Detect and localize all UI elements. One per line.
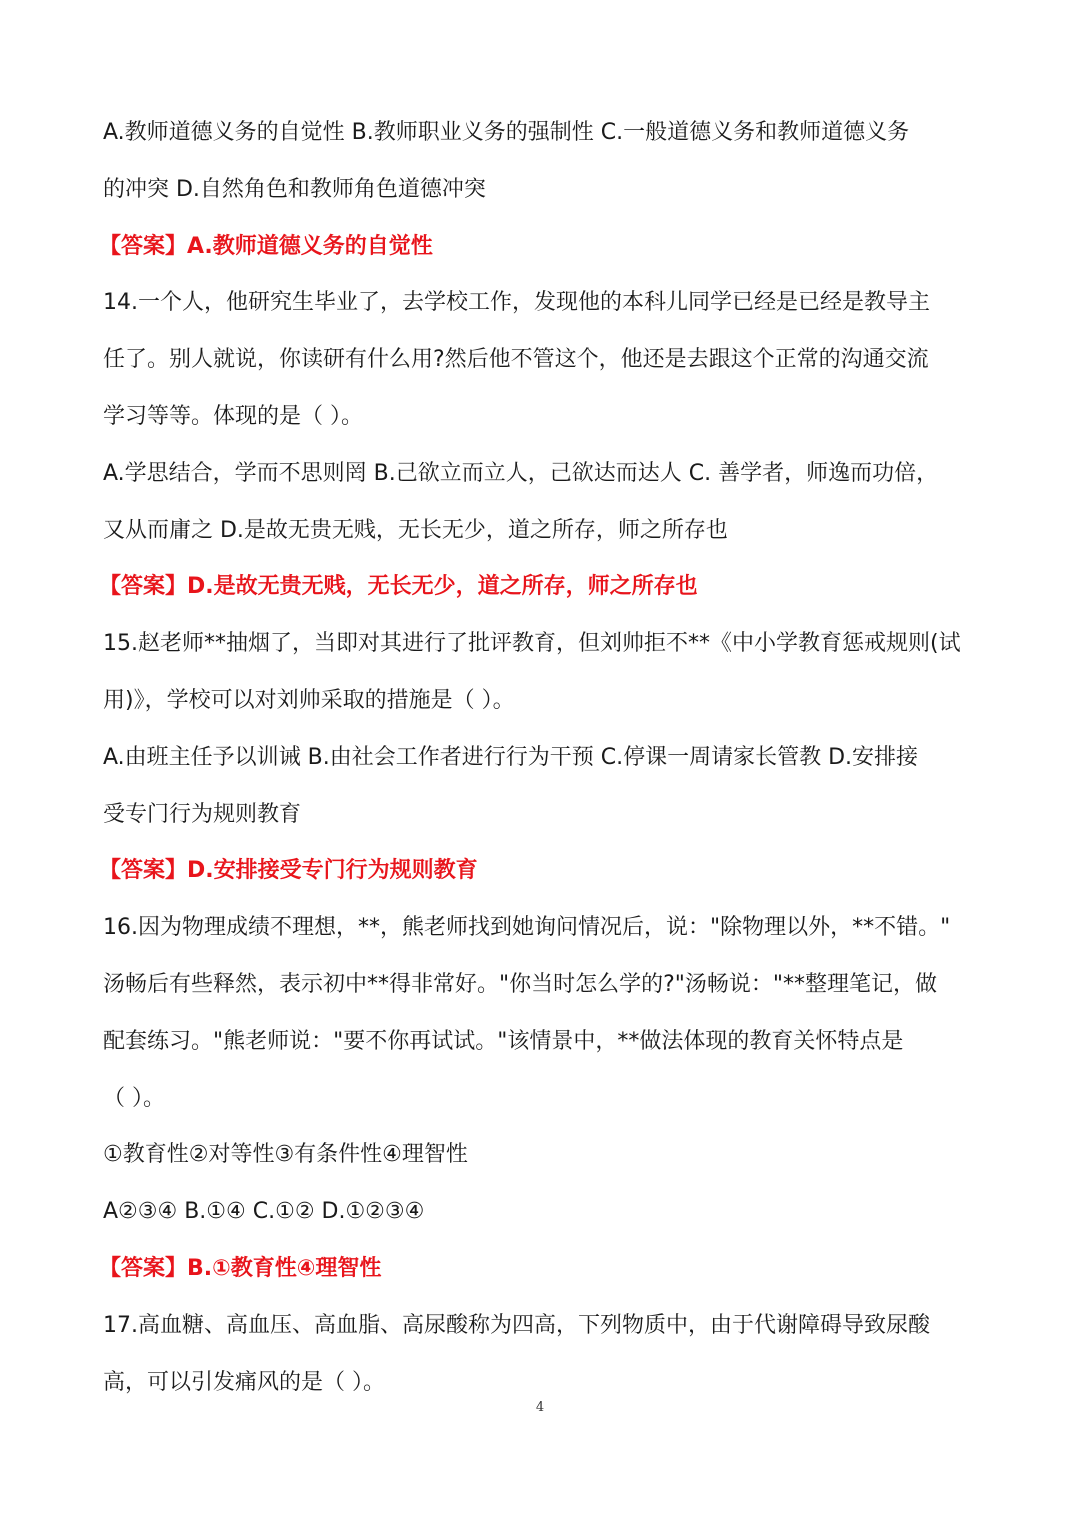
page-content: [99, 105, 983, 1411]
text-line: 16.因为物理成绩不理想，**，熊老师找到她询问情况后，说："除物理以外，**不错。": [103, 915, 951, 941]
text-line: A.教师道德义务的自觉性 B.教师职业义务的强制性 C.一般道德义务和教师道德义务: [103, 120, 910, 145]
text-line: A.由班主任予以训诫 B.由社会工作者进行行为干预 C.停课一周请家长管教 D.安排接: [103, 744, 919, 770]
text-line: A②③④ B.①④ C.①② D.①②③④: [103, 1199, 425, 1225]
text-line: A.学思结合，学而不思则罔 B.己欲立而立人，己欲达而达人 C. 善学者，师逸而功倍，: [103, 460, 939, 486]
text-line: 又从而庸之 D.是故无贵无贱，无长无少，道之所存，师之所存也: [103, 517, 728, 543]
answer-line: 【答案】B.①教育性④理智性: [99, 1255, 382, 1281]
answer-line: 【答案】D.是故无贵无贱，无长无少，道之所存，师之所存也: [99, 574, 698, 600]
text-line: 17.高血糖、高血压、高血脂、高尿酸称为四高，下列物质中，由于代谢障碍导致尿酸: [103, 1312, 930, 1338]
text-line: 受专门行为规则教育: [103, 801, 302, 827]
text-line: 的冲突 D.自然角色和教师角色道德冲突: [103, 176, 486, 202]
text-line: （ ）。: [103, 1085, 165, 1111]
answer-line: 【答案】D.安排接受专门行为规则教育: [99, 858, 478, 884]
text-line: 用)》，学校可以对刘帅采取的措施是（ ）。: [103, 687, 515, 713]
text-line: 15.赵老师**抽烟了，当即对其进行了批评教育，但刘帅拒不**《中小学教育惩戒规则(试: [103, 631, 961, 657]
text-line: 14.一个人，他研究生毕业了，去学校工作，发现他的本科儿同学已经是已经是教导主: [103, 290, 930, 316]
text-line: 汤畅后有些释然，表示初中**得非常好。"你当时怎么学的?"汤畅说："**整理笔记，做: [103, 971, 938, 997]
page-number: 4: [535, 1400, 545, 1415]
text-line: 任了。别人就说，你读研有什么用?然后他不管这个，他还是去跟这个正常的沟通交流: [103, 347, 929, 373]
text-line: ①教育性②对等性③有条件性④理智性: [103, 1142, 468, 1168]
text-line: 配套练习。"熊老师说："要不你再试试。"该情景中，**做法体现的教育关怀特点是: [103, 1028, 904, 1054]
text-line: 学习等等。体现的是（ ）。: [103, 403, 363, 429]
text-line: 高，可以引发痛风的是（ ）。: [103, 1369, 385, 1395]
answer-line: 【答案】A.教师道德义务的自觉性: [99, 233, 433, 259]
